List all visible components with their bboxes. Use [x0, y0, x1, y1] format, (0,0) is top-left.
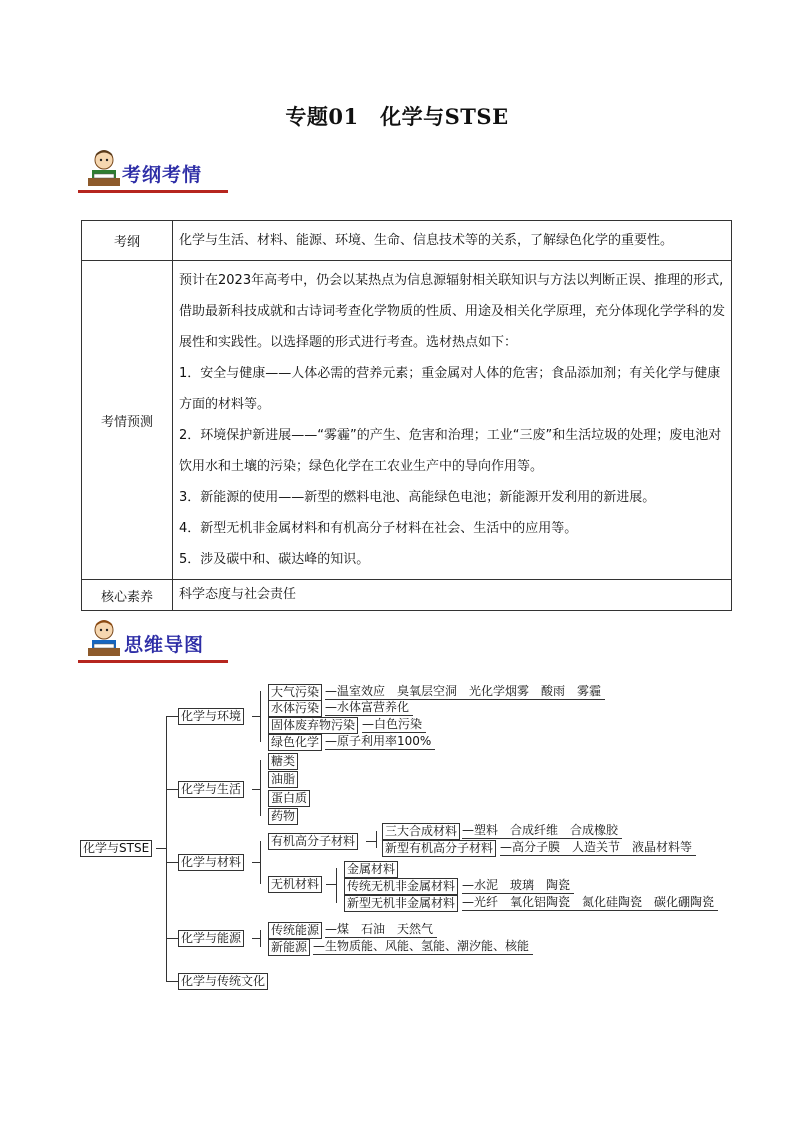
mm-root: 化学与STSE — [80, 840, 152, 857]
mm-node-inorganic: 无机材料 — [268, 876, 322, 893]
mm-leaf: 糖类 — [268, 753, 298, 770]
connector — [366, 841, 376, 842]
mm-leaf: 水体污染 — [268, 700, 322, 717]
connector — [252, 789, 260, 790]
mm-leaf: 传统能源 — [268, 922, 322, 939]
forecast-item: 3．新能源的使用——新型的燃料电池、高能绿色电池；新能源开发利用的新进展。 — [179, 490, 656, 505]
connector — [326, 884, 336, 885]
mm-node-materials: 化学与材料 — [178, 854, 244, 871]
table-key: 考纲 — [82, 221, 173, 261]
table-value: 科学态度与社会责任 — [173, 580, 732, 611]
mm-leaf: 金属材料 — [344, 861, 398, 878]
connector — [252, 716, 260, 717]
mm-leaf: 绿色化学 — [268, 734, 322, 751]
table-row — [82, 261, 732, 580]
section-header-mindmap — [78, 618, 248, 666]
mm-leaf-text: —水泥 玻璃 陶瓷 — [462, 878, 574, 894]
connector — [166, 716, 178, 717]
connector — [260, 691, 261, 742]
mm-leaf-text: —水体富营养化 — [325, 700, 413, 716]
section-header-kaogang — [78, 148, 248, 196]
mm-leaf: 新能源 — [268, 939, 310, 956]
connector — [260, 760, 261, 816]
mm-leaf-text: —高分子膜 人造关节 液晶材料等 — [500, 840, 696, 856]
connector — [252, 938, 260, 939]
student-reading-icon — [84, 618, 124, 662]
section-title: 思维导图 — [124, 634, 205, 656]
table-key: 考情预测 — [82, 261, 173, 580]
mm-leaf: 新型无机非金属材料 — [344, 895, 458, 912]
mm-leaf: 大气污染 — [268, 684, 322, 701]
connector — [252, 862, 260, 863]
forecast-item: 4．新型无机非金属材料和有机高分子材料在社会、生活中的应用等。 — [179, 521, 578, 536]
connector — [166, 981, 178, 982]
mm-leaf: 油脂 — [268, 771, 298, 788]
mm-leaf: 三大合成材料 — [382, 823, 460, 840]
connector — [166, 938, 178, 939]
section-underline — [78, 660, 228, 663]
mm-leaf: 新型有机高分子材料 — [382, 840, 496, 857]
mm-leaf-text: —白色污染 — [362, 717, 426, 733]
connector — [156, 848, 166, 849]
student-reading-icon — [84, 148, 124, 192]
mm-leaf-text: —原子利用率100% — [325, 734, 435, 750]
forecast-intro: 预计在2023年高考中，仍会以某热点为信息源辐射相关联知识与方法以判断正误、推理的形式,借助最新科技成就和古诗词考查化学物质的性质、用途及相关化学原理，充分体现化学学科的发展性和实践性。以选择题的形式进行考查。选材热点如下： — [179, 273, 726, 350]
mm-node-life: 化学与生活 — [178, 781, 244, 798]
connector — [166, 862, 178, 863]
table-value — [173, 261, 732, 580]
forecast-item: 5．涉及碳中和、碳达峰的知识。 — [179, 552, 370, 567]
connector — [336, 868, 337, 903]
connector — [166, 716, 167, 982]
mm-leaf-text: —塑料 合成纤维 合成橡胶 — [462, 823, 622, 839]
mm-node-organic: 有机高分子材料 — [268, 833, 358, 850]
mm-node-culture: 化学与传统文化 — [178, 973, 268, 990]
exam-table — [81, 220, 732, 611]
mm-leaf: 传统无机非金属材料 — [344, 878, 458, 895]
forecast-item: 1．安全与健康——人体必需的营养元素；重金属对人体的危害；食品添加剂；有关化学与健康方面的材料等。 — [179, 366, 721, 412]
table-row — [82, 221, 732, 261]
mm-leaf: 蛋白质 — [268, 790, 310, 807]
table-key: 核心素养 — [82, 580, 173, 611]
mm-leaf-text: —温室效应 臭氧层空洞 光化学烟雾 酸雨 雾霾 — [325, 684, 605, 700]
section-underline — [78, 190, 228, 193]
mm-leaf: 药物 — [268, 808, 298, 825]
mm-leaf: 固体废弃物污染 — [268, 717, 358, 734]
mm-leaf-text: —光纤 氧化铝陶瓷 氮化硅陶瓷 碳化硼陶瓷 — [462, 895, 718, 911]
section-title: 考纲考情 — [122, 164, 203, 186]
connector — [260, 841, 261, 884]
mm-node-energy: 化学与能源 — [178, 930, 244, 947]
connector — [260, 930, 261, 947]
connector — [376, 831, 377, 848]
page-title: 专题01 化学与STSE — [285, 104, 509, 129]
table-value: 化学与生活、材料、能源、环境、生命、信息技术等的关系，了解绿色化学的重要性。 — [173, 221, 732, 261]
mm-leaf-text: —煤 石油 天然气 — [325, 922, 437, 938]
mm-node-environment: 化学与环境 — [178, 708, 244, 725]
table-row — [82, 580, 732, 611]
mm-leaf-text: —生物质能、风能、氢能、潮汐能、核能 — [313, 939, 533, 955]
forecast-item: 2．环境保护新进展——“雾霾”的产生、危害和治理；工业“三废”和生活垃圾的处理；废电池对饮用水和土壤的污染；绿色化学在工农业生产中的导向作用等。 — [179, 428, 722, 474]
connector — [166, 789, 178, 790]
